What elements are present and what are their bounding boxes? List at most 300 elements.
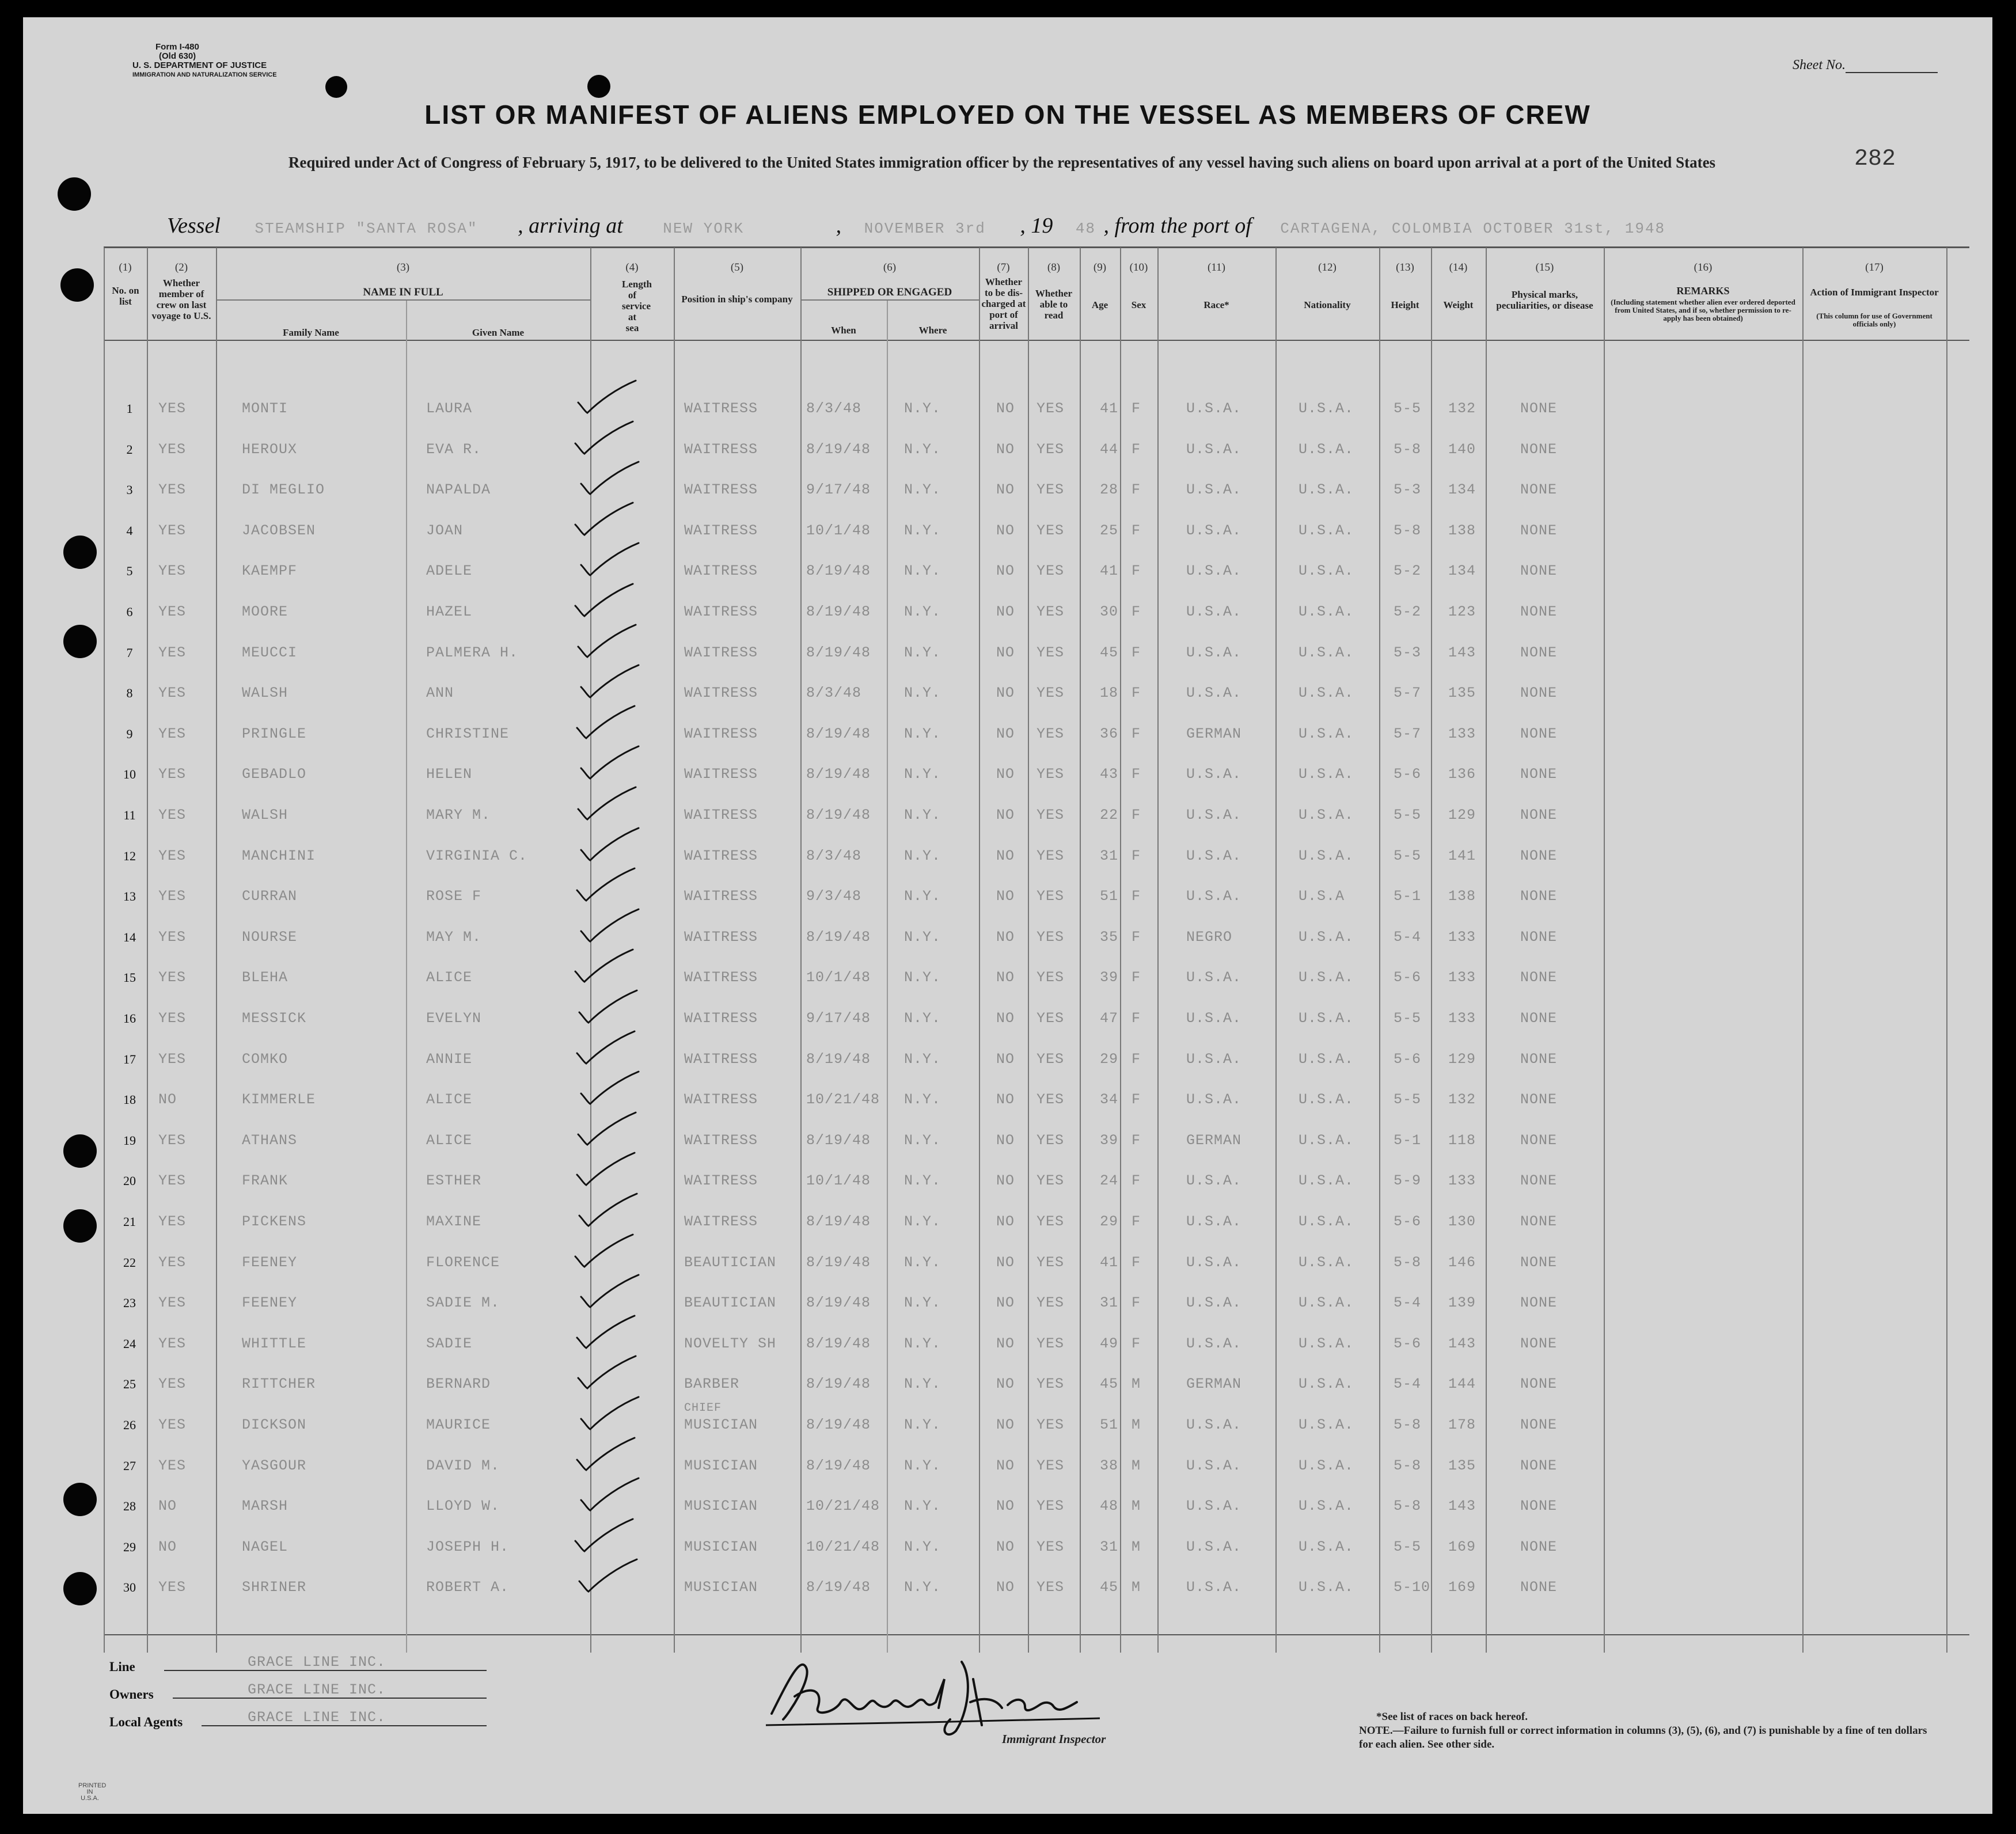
checkmark-icon <box>577 1557 640 1597</box>
physical-marks-cell: NONE <box>1520 1010 1558 1027</box>
discharged-cell: NO <box>996 400 1015 417</box>
manifest-page <box>23 17 1992 1814</box>
physical-marks-cell: NONE <box>1520 1051 1558 1068</box>
physical-marks-cell: NONE <box>1520 1376 1558 1392</box>
nationality-cell: U.S.A. <box>1299 929 1354 946</box>
position-cell: WAITRESS <box>684 685 758 701</box>
crew-last-voyage-cell: YES <box>158 481 187 498</box>
physical-marks-cell: NONE <box>1520 481 1558 498</box>
physical-marks-cell: NONE <box>1520 848 1558 864</box>
nationality-cell: U.S.A <box>1299 888 1345 905</box>
weight-cell: 133 <box>1448 969 1476 986</box>
able-to-read-cell: YES <box>1037 1335 1065 1352</box>
family-name-cell: HEROUX <box>242 441 298 458</box>
checkmark-icon <box>573 1517 636 1557</box>
sex-cell: F <box>1132 685 1141 701</box>
physical-marks-cell: NONE <box>1520 1417 1558 1433</box>
sex-cell: F <box>1132 1335 1141 1352</box>
shipped-when-cell: 8/19/48 <box>806 563 871 579</box>
row-number-cell: 12 <box>123 849 136 863</box>
sex-cell: M <box>1132 1376 1141 1392</box>
weight-cell: 141 <box>1448 848 1476 864</box>
family-name-cell: DI MEGLIO <box>242 481 325 498</box>
sex-cell: F <box>1132 1132 1141 1149</box>
able-to-read-cell: YES <box>1037 1132 1065 1149</box>
able-to-read-cell: YES <box>1037 1294 1065 1311</box>
column-number: (11) <box>1208 261 1225 274</box>
race-cell: U.S.A. <box>1186 1539 1242 1555</box>
family-name-cell: WHITTLE <box>242 1335 307 1352</box>
weight-cell: 146 <box>1448 1254 1476 1271</box>
shipped-where-cell: N.Y. <box>904 603 941 620</box>
able-to-read-cell: YES <box>1037 929 1065 946</box>
family-name-cell: KAEMPF <box>242 563 298 579</box>
nationality-cell: U.S.A. <box>1299 1213 1354 1230</box>
checkmark-icon <box>575 1436 638 1476</box>
punch-hole <box>587 75 610 98</box>
age-cell: 31 <box>1100 848 1119 864</box>
given-name-cell: ALICE <box>426 1091 473 1108</box>
discharged-cell: NO <box>996 644 1015 661</box>
punch-hole <box>325 76 347 98</box>
height-cell: 5-4 <box>1394 929 1422 946</box>
physical-marks-cell: NONE <box>1520 1213 1558 1230</box>
row-number-cell: 17 <box>123 1052 136 1066</box>
row-number-cell: 29 <box>123 1540 136 1554</box>
crew-last-voyage-cell: YES <box>158 726 187 742</box>
line-label: Line <box>109 1660 135 1674</box>
checkmark-icon <box>577 988 640 1028</box>
position-cell: BARBER <box>684 1376 740 1392</box>
discharged-cell: NO <box>996 1172 1015 1189</box>
nationality-cell: U.S.A. <box>1299 1051 1354 1068</box>
header-family-name: Family Name <box>283 327 339 338</box>
column-number: (12) <box>1318 261 1337 274</box>
shipped-when-cell: 8/19/48 <box>806 1254 871 1271</box>
row-number-cell: 2 <box>126 442 133 457</box>
header-nationality: Nationality <box>1304 299 1351 310</box>
header-position: Position in ship's company <box>681 294 793 305</box>
crew-last-voyage-cell: YES <box>158 685 187 701</box>
position-note-cell: CHIEF <box>684 1402 722 1415</box>
punch-hole <box>63 625 97 658</box>
crew-last-voyage-cell: YES <box>158 1335 187 1352</box>
family-name-cell: SHRINER <box>242 1579 307 1596</box>
given-name-cell: EVA R. <box>426 441 482 458</box>
row-number-cell: 6 <box>126 605 133 619</box>
punch-hole <box>63 1134 97 1168</box>
punch-hole <box>63 1483 97 1516</box>
able-to-read-cell: YES <box>1037 603 1065 620</box>
position-cell: MUSICIAN <box>684 1539 758 1555</box>
race-cell: U.S.A. <box>1186 1294 1242 1311</box>
shipped-when-cell: 8/3/48 <box>806 848 862 864</box>
nationality-cell: U.S.A. <box>1299 481 1354 498</box>
height-cell: 5-4 <box>1394 1294 1422 1311</box>
column-number: (9) <box>1093 261 1107 274</box>
inspector-signature <box>754 1645 1157 1742</box>
page-subtitle: Required under Act of Congress of February 5, 1917, to be delivered to the United States immigration officer by the representatives of any vessel having such aliens on board upon arrival at a port of the United States <box>288 154 1716 171</box>
family-name-cell: ATHANS <box>242 1132 298 1149</box>
position-cell: MUSICIAN <box>684 1457 758 1474</box>
checkmark-icon <box>575 1150 638 1191</box>
height-cell: 5-5 <box>1394 1091 1422 1108</box>
shipped-where-cell: N.Y. <box>904 1335 941 1352</box>
sex-cell: F <box>1132 1213 1141 1230</box>
able-to-read-cell: YES <box>1037 400 1065 417</box>
able-to-read-cell: YES <box>1037 969 1065 986</box>
position-cell: WAITRESS <box>684 1051 758 1068</box>
nationality-cell: U.S.A. <box>1299 1172 1354 1189</box>
checkmark-icon <box>573 947 636 988</box>
able-to-read-cell: YES <box>1037 1417 1065 1433</box>
race-cell: U.S.A. <box>1186 1254 1242 1271</box>
shipped-where-cell: N.Y. <box>904 1254 941 1271</box>
weight-cell: 134 <box>1448 481 1476 498</box>
shipped-when-cell: 8/19/48 <box>806 807 871 823</box>
shipped-when-cell: 8/19/48 <box>806 1335 871 1352</box>
sex-cell: F <box>1132 929 1141 946</box>
shipped-where-cell: N.Y. <box>904 481 941 498</box>
nationality-cell: U.S.A. <box>1299 1457 1354 1474</box>
sex-cell: M <box>1132 1539 1141 1555</box>
crew-last-voyage-cell: YES <box>158 1010 187 1027</box>
physical-marks-cell: NONE <box>1520 929 1558 946</box>
age-cell: 25 <box>1100 522 1119 539</box>
age-cell: 24 <box>1100 1172 1119 1189</box>
given-name-cell: ADELE <box>426 563 473 579</box>
able-to-read-cell: YES <box>1037 888 1065 905</box>
height-cell: 5-5 <box>1394 400 1422 417</box>
weight-cell: 139 <box>1448 1294 1476 1311</box>
shipped-when-cell: 10/21/48 <box>806 1498 880 1514</box>
crew-last-voyage-cell: YES <box>158 1132 187 1149</box>
column-number: (16) <box>1694 261 1713 274</box>
age-cell: 43 <box>1100 766 1119 783</box>
crew-last-voyage-cell: YES <box>158 807 187 823</box>
shipped-when-cell: 8/3/48 <box>806 685 862 701</box>
discharged-cell: NO <box>996 1457 1015 1474</box>
physical-marks-cell: NONE <box>1520 1254 1558 1271</box>
sex-cell: F <box>1132 644 1141 661</box>
row-number-cell: 11 <box>123 808 136 822</box>
column-number: (4) <box>625 261 639 274</box>
crew-last-voyage-cell: YES <box>158 1376 187 1392</box>
position-cell: BEAUTICIAN <box>684 1294 777 1311</box>
agents-value: GRACE LINE INC. <box>248 1709 386 1726</box>
physical-marks-cell: NONE <box>1520 1457 1558 1474</box>
height-cell: 5-5 <box>1394 807 1422 823</box>
given-name-cell: ROSE F <box>426 888 482 905</box>
shipped-where-cell: N.Y. <box>904 1376 941 1392</box>
sex-cell: F <box>1132 1010 1141 1027</box>
physical-marks-cell: NONE <box>1520 603 1558 620</box>
able-to-read-cell: YES <box>1037 1254 1065 1271</box>
crew-last-voyage-cell: YES <box>158 766 187 783</box>
discharged-cell: NO <box>996 1539 1015 1555</box>
shipped-when-cell: 8/19/48 <box>806 1579 871 1596</box>
header-when: When <box>831 325 856 336</box>
family-name-cell: PICKENS <box>242 1213 307 1230</box>
header-inspector-note: (This column for use of Government officials only) <box>1816 312 1933 328</box>
age-cell: 34 <box>1100 1091 1119 1108</box>
race-cell: U.S.A. <box>1186 807 1242 823</box>
shipped-when-cell: 10/21/48 <box>806 1539 880 1555</box>
age-cell: 41 <box>1100 563 1119 579</box>
discharged-cell: NO <box>996 1091 1015 1108</box>
owners-label: Owners <box>109 1687 154 1702</box>
checkmark-icon <box>579 826 642 866</box>
race-cell: U.S.A. <box>1186 1091 1242 1108</box>
able-to-read-cell: YES <box>1037 1457 1065 1474</box>
race-cell: U.S.A. <box>1186 441 1242 458</box>
shipped-where-cell: N.Y. <box>904 1132 941 1149</box>
punch-hole <box>63 536 97 569</box>
shipped-when-cell: 8/19/48 <box>806 1213 871 1230</box>
discharged-cell: NO <box>996 1335 1015 1352</box>
age-cell: 51 <box>1100 888 1119 905</box>
able-to-read-cell: YES <box>1037 1091 1065 1108</box>
shipped-when-cell: 8/19/48 <box>806 1051 871 1068</box>
position-cell: WAITRESS <box>684 1172 758 1189</box>
physical-marks-cell: NONE <box>1520 441 1558 458</box>
height-cell: 5-8 <box>1394 441 1422 458</box>
able-to-read-cell: YES <box>1037 441 1065 458</box>
weight-cell: 133 <box>1448 1172 1476 1189</box>
position-cell: WAITRESS <box>684 441 758 458</box>
age-cell: 41 <box>1100 400 1119 417</box>
race-cell: U.S.A. <box>1186 522 1242 539</box>
race-cell: U.S.A. <box>1186 603 1242 620</box>
header-remarks-note: (Including statement whether alien ever ordered deported from United States, and if so, whether permission to re-apply has been obtained) <box>1611 298 1795 322</box>
race-cell: U.S.A. <box>1186 888 1242 905</box>
nationality-cell: U.S.A. <box>1299 441 1354 458</box>
weight-cell: 169 <box>1448 1579 1476 1596</box>
header-physical-marks: Physical marks, peculiarities, or disease <box>1496 289 1593 311</box>
shipped-where-cell: N.Y. <box>904 644 941 661</box>
crew-last-voyage-cell: YES <box>158 644 187 661</box>
row-number-cell: 28 <box>123 1499 136 1513</box>
height-cell: 5-8 <box>1394 522 1422 539</box>
discharged-cell: NO <box>996 1051 1015 1068</box>
sheet-number: Sheet No. <box>1793 58 1938 73</box>
crew-last-voyage-cell: YES <box>158 1051 187 1068</box>
discharged-cell: NO <box>996 1579 1015 1596</box>
page-title: LIST OR MANIFEST OF ALIENS EMPLOYED ON THE VESSEL AS MEMBERS OF CREW <box>424 100 1591 130</box>
nationality-cell: U.S.A. <box>1299 726 1354 742</box>
position-cell: MUSICIAN <box>684 1579 758 1596</box>
column-number: (8) <box>1047 261 1061 274</box>
race-cell: U.S.A. <box>1186 1051 1242 1068</box>
crew-last-voyage-cell: NO <box>158 1539 177 1555</box>
row-number-cell: 13 <box>123 889 136 903</box>
shipped-when-cell: 10/1/48 <box>806 1172 871 1189</box>
position-cell: WAITRESS <box>684 1213 758 1230</box>
able-to-read-cell: YES <box>1037 685 1065 701</box>
crew-last-voyage-cell: YES <box>158 522 187 539</box>
physical-marks-cell: NONE <box>1520 1335 1558 1352</box>
footnote: *See list of races on back hereof. NOTE.—Failure to furnish full or correct information in columns (3), (5), (6), and (7) is punishable by a fine of ten dollars for each alien. See other side. <box>1359 1711 1927 1751</box>
row-number-cell: 18 <box>123 1092 136 1107</box>
crew-last-voyage-cell: YES <box>158 441 187 458</box>
family-name-cell: FEENEY <box>242 1254 298 1271</box>
checkmark-icon <box>573 419 636 460</box>
discharged-cell: NO <box>996 1294 1015 1311</box>
shipped-where-cell: N.Y. <box>904 1457 941 1474</box>
shipped-where-cell: N.Y. <box>904 1091 941 1108</box>
nationality-cell: U.S.A. <box>1299 1132 1354 1149</box>
departure-port: CARTAGENA, COLOMBIA OCTOBER 31st, 1948 <box>1280 220 1666 237</box>
header-height: Height <box>1391 299 1419 310</box>
position-cell: WAITRESS <box>684 644 758 661</box>
column-number: (17) <box>1865 261 1884 274</box>
family-name-cell: BLEHA <box>242 969 288 986</box>
sex-cell: F <box>1132 603 1141 620</box>
checkmark-icon <box>579 460 642 500</box>
shipped-when-cell: 9/17/48 <box>806 481 871 498</box>
shipped-where-cell: N.Y. <box>904 888 941 905</box>
nationality-cell: U.S.A. <box>1299 644 1354 661</box>
position-cell: WAITRESS <box>684 969 758 986</box>
column-number: (14) <box>1449 261 1468 274</box>
row-number-cell: 8 <box>126 686 133 700</box>
shipped-where-cell: N.Y. <box>904 685 941 701</box>
age-cell: 22 <box>1100 807 1119 823</box>
row-number-cell: 16 <box>123 1011 136 1026</box>
height-cell: 5-2 <box>1394 603 1422 620</box>
weight-cell: 138 <box>1448 888 1476 905</box>
form-number: Form I-480 (Old 630) U. S. DEPARTMENT OF JUSTICE IMMIGRATION AND NATURALIZATION SERVICE <box>132 42 277 78</box>
family-name-cell: MONTI <box>242 400 288 417</box>
nationality-cell: U.S.A. <box>1299 1579 1354 1596</box>
race-cell: U.S.A. <box>1186 1010 1242 1027</box>
able-to-read-cell: YES <box>1037 522 1065 539</box>
race-cell: U.S.A. <box>1186 563 1242 579</box>
shipped-when-cell: 8/19/48 <box>806 1417 871 1433</box>
shipped-where-cell: N.Y. <box>904 848 941 864</box>
physical-marks-cell: NONE <box>1520 969 1558 986</box>
nationality-cell: U.S.A. <box>1299 969 1354 986</box>
able-to-read-cell: YES <box>1037 1498 1065 1514</box>
weight-cell: 123 <box>1448 603 1476 620</box>
crew-last-voyage-cell: YES <box>158 1254 187 1271</box>
shipped-where-cell: N.Y. <box>904 441 941 458</box>
nationality-cell: U.S.A. <box>1299 1335 1354 1352</box>
family-name-cell: MANCHINI <box>242 848 316 864</box>
checkmark-icon <box>579 1069 642 1110</box>
family-name-cell: WALSH <box>242 685 288 701</box>
position-cell: MUSICIAN <box>684 1498 758 1514</box>
weight-cell: 129 <box>1448 807 1476 823</box>
shipped-when-cell: 8/19/48 <box>806 1376 871 1392</box>
discharged-cell: NO <box>996 522 1015 539</box>
header-inspector-action: Action of Immigrant Inspector <box>1810 287 1939 298</box>
owners-value: GRACE LINE INC. <box>248 1681 386 1698</box>
discharged-cell: NO <box>996 807 1015 823</box>
nationality-cell: U.S.A. <box>1299 522 1354 539</box>
crew-last-voyage-cell: YES <box>158 563 187 579</box>
shipped-where-cell: N.Y. <box>904 522 941 539</box>
row-number-cell: 5 <box>126 564 133 578</box>
age-cell: 41 <box>1100 1254 1119 1271</box>
physical-marks-cell: NONE <box>1520 563 1558 579</box>
discharged-cell: NO <box>996 766 1015 783</box>
given-name-cell: ROBERT A. <box>426 1579 510 1596</box>
checkmark-icon <box>579 663 642 703</box>
able-to-read-cell: YES <box>1037 644 1065 661</box>
discharged-cell: NO <box>996 1213 1015 1230</box>
shipped-where-cell: N.Y. <box>904 807 941 823</box>
weight-cell: 178 <box>1448 1417 1476 1433</box>
header-shipped-engaged: SHIPPED OR ENGAGED <box>827 286 952 298</box>
header-able-to-read: Whether able to read <box>1035 288 1073 321</box>
column-number: (13) <box>1396 261 1414 274</box>
position-cell: WAITRESS <box>684 929 758 946</box>
printed-mark: PRINTED IN U.S.A. <box>78 1782 107 1802</box>
height-cell: 5-6 <box>1394 969 1422 986</box>
crew-last-voyage-cell: YES <box>158 1213 187 1230</box>
age-cell: 45 <box>1100 1376 1119 1392</box>
checkmark-icon <box>579 744 642 784</box>
checkmark-icon <box>579 907 642 947</box>
crew-last-voyage-cell: YES <box>158 400 187 417</box>
punch-hole <box>58 177 91 211</box>
physical-marks-cell: NONE <box>1520 1579 1558 1596</box>
able-to-read-cell: YES <box>1037 1213 1065 1230</box>
physical-marks-cell: NONE <box>1520 1294 1558 1311</box>
shipped-where-cell: N.Y. <box>904 1498 941 1514</box>
column-number: (15) <box>1535 261 1554 274</box>
able-to-read-cell: YES <box>1037 563 1065 579</box>
given-name-cell: ALICE <box>426 1132 473 1149</box>
height-cell: 5-3 <box>1394 644 1422 661</box>
race-cell: GERMAN <box>1186 1132 1242 1149</box>
age-cell: 49 <box>1100 1335 1119 1352</box>
age-cell: 36 <box>1100 726 1119 742</box>
weight-cell: 138 <box>1448 522 1476 539</box>
physical-marks-cell: NONE <box>1520 1091 1558 1108</box>
shipped-where-cell: N.Y. <box>904 766 941 783</box>
weight-cell: 136 <box>1448 766 1476 783</box>
height-cell: 5-8 <box>1394 1417 1422 1433</box>
height-cell: 5-1 <box>1394 1132 1422 1149</box>
checkmark-icon <box>577 1191 640 1232</box>
able-to-read-cell: YES <box>1037 848 1065 864</box>
header-no-on-list: No. on list <box>112 285 139 307</box>
stamp-number: 282 <box>1854 146 1896 172</box>
sex-cell: F <box>1132 1172 1141 1189</box>
shipped-where-cell: N.Y. <box>904 969 941 986</box>
race-cell: U.S.A. <box>1186 969 1242 986</box>
physical-marks-cell: NONE <box>1520 1132 1558 1149</box>
shipped-when-cell: 8/19/48 <box>806 644 871 661</box>
height-cell: 5-7 <box>1394 685 1422 701</box>
sex-cell: F <box>1132 522 1141 539</box>
discharged-cell: NO <box>996 929 1015 946</box>
checkmark-icon <box>575 1029 638 1069</box>
column-number: (3) <box>396 261 410 274</box>
discharged-cell: NO <box>996 848 1015 864</box>
physical-marks-cell: NONE <box>1520 766 1558 783</box>
weight-cell: 140 <box>1448 441 1476 458</box>
height-cell: 5-6 <box>1394 1335 1422 1352</box>
race-cell: U.S.A. <box>1186 644 1242 661</box>
row-number-cell: 15 <box>123 970 136 985</box>
height-cell: 5-5 <box>1394 1010 1422 1027</box>
family-name-cell: KIMMERLE <box>242 1091 316 1108</box>
given-name-cell: PALMERA H. <box>426 644 519 661</box>
shipped-when-cell: 8/19/48 <box>806 1294 871 1311</box>
